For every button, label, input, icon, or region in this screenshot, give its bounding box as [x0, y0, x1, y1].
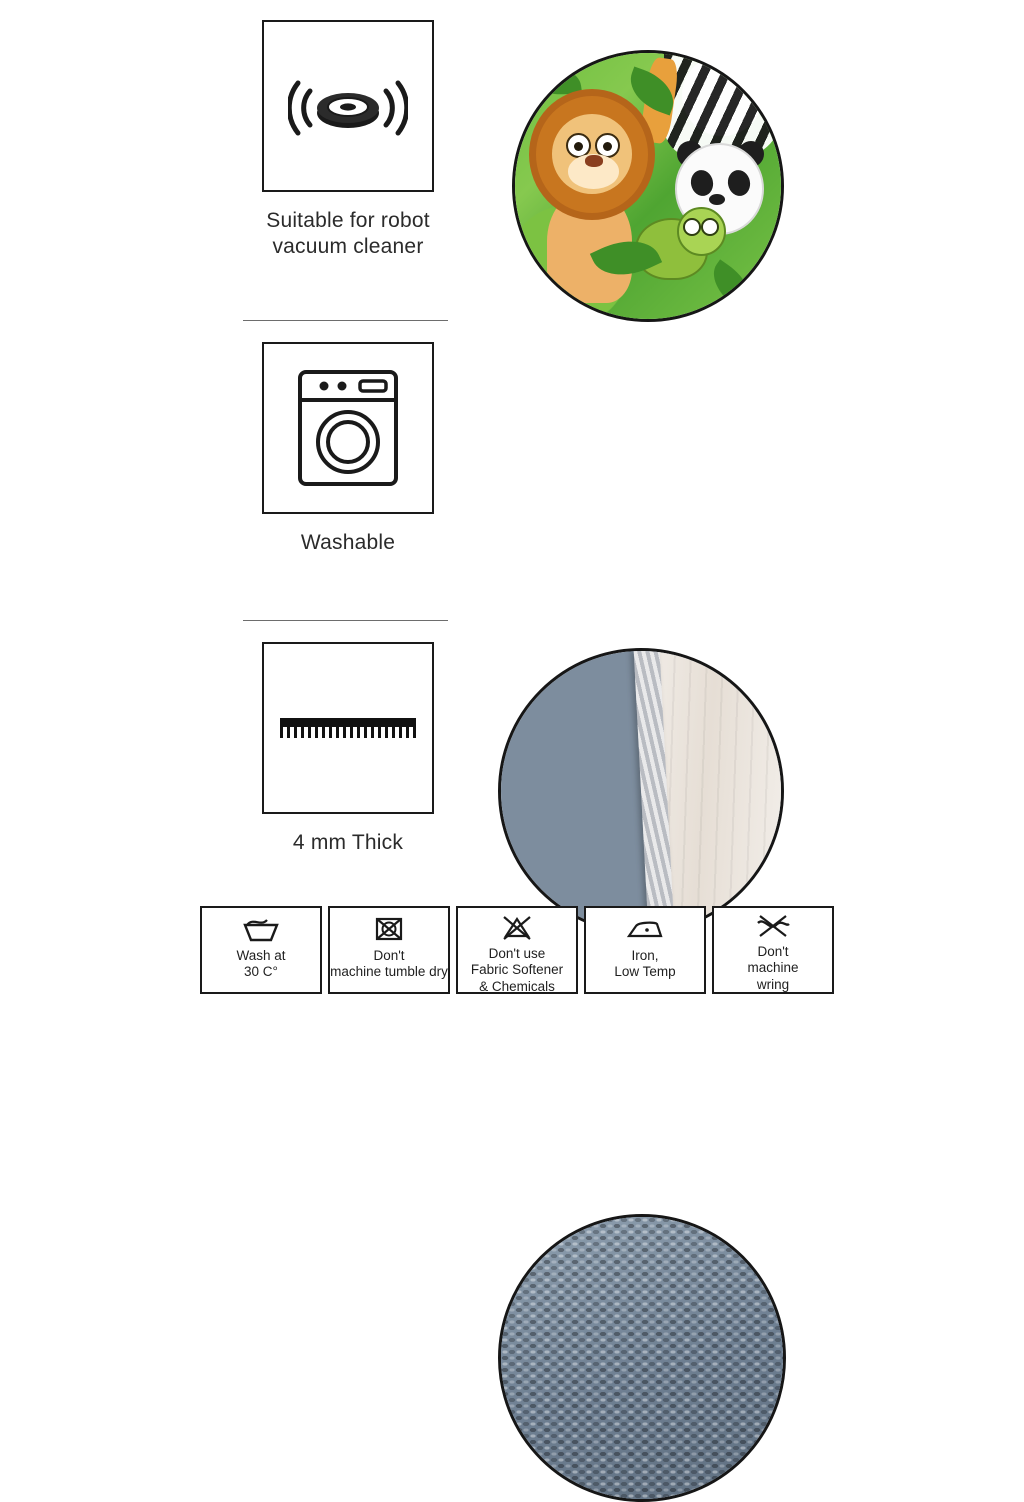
care-label-line: Fabric Softener — [470, 962, 564, 978]
iron-low-temp-icon — [625, 914, 665, 944]
care-cell-iron-low-temp — [584, 906, 706, 994]
care-label-line: Don't — [757, 944, 789, 959]
feature-caption-3 — [243, 830, 453, 856]
feature-caption-3-line1: 4 mm Thick — [292, 831, 404, 854]
care-label-no-tumble-dry — [330, 948, 448, 981]
care-label-line: wring — [756, 976, 790, 992]
care-label-line: Wash at — [236, 948, 286, 963]
care-cell-wash-30 — [200, 906, 322, 994]
robot-vacuum-icon — [288, 67, 408, 145]
feature-caption-1-line1: Suitable for robot — [266, 209, 430, 232]
feature-caption-1 — [243, 208, 453, 261]
lion-pupil — [603, 142, 612, 151]
feature-caption-1-line2: vacuum cleaner — [272, 235, 424, 259]
care-label-no-fabric-softener — [471, 946, 563, 995]
care-label-line: machine tumble dry — [330, 964, 448, 980]
care-cell-no-fabric-softener — [456, 906, 578, 994]
leaf-shape — [702, 259, 760, 312]
animal-print-rug-photo — [512, 50, 784, 322]
animal-print-artwork — [515, 53, 781, 319]
care-label-line: & Chemicals — [479, 978, 555, 994]
turtle-eye — [701, 218, 719, 236]
feature-icon-column-2 — [243, 342, 453, 556]
lion-pupil — [574, 142, 583, 151]
care-label-line: Don't — [373, 948, 405, 963]
feature-row-thickness — [0, 600, 1024, 900]
turtle-eye — [683, 218, 701, 236]
care-label-line: Don't use — [488, 946, 546, 961]
panda-nose — [709, 194, 725, 205]
care-label-line: machine — [747, 960, 799, 976]
no-fabric-softener-icon — [499, 914, 535, 942]
section-divider — [243, 620, 448, 621]
feature-caption-2-line1: Washable — [300, 531, 396, 554]
feature-caption-2 — [243, 530, 453, 556]
care-cell-no-wring — [712, 906, 834, 994]
leaf-shape — [524, 60, 582, 99]
feature-icon-column-1 — [243, 20, 453, 261]
thickness-icon-box — [262, 642, 434, 814]
care-label-line: Iron, — [631, 948, 659, 963]
feature-row-washable — [0, 320, 1024, 620]
care-cell-no-tumble-dry — [328, 906, 450, 994]
care-label-line: Low Temp — [614, 964, 676, 980]
feature-row-robot-vacuum — [0, 20, 1024, 320]
washing-machine-icon — [294, 366, 402, 490]
section-divider — [243, 320, 448, 321]
care-instructions-strip — [200, 906, 834, 994]
robot-vacuum-icon-box — [262, 20, 434, 192]
feature-icon-column-3 — [243, 642, 453, 856]
care-label-line: 30 C° — [244, 964, 278, 980]
rug-backing-texture — [501, 1217, 783, 1499]
rug-backing-weave-photo — [498, 1214, 786, 1502]
care-label-iron-low-temp — [614, 948, 675, 981]
washing-machine-icon-box — [262, 342, 434, 514]
wash-tub-icon — [241, 914, 281, 944]
care-label-wash-30 — [236, 948, 285, 981]
thickness-bar-icon — [278, 708, 418, 748]
care-label-no-wring — [747, 944, 798, 993]
no-wring-icon — [751, 914, 795, 940]
no-tumble-dry-icon — [372, 914, 406, 944]
